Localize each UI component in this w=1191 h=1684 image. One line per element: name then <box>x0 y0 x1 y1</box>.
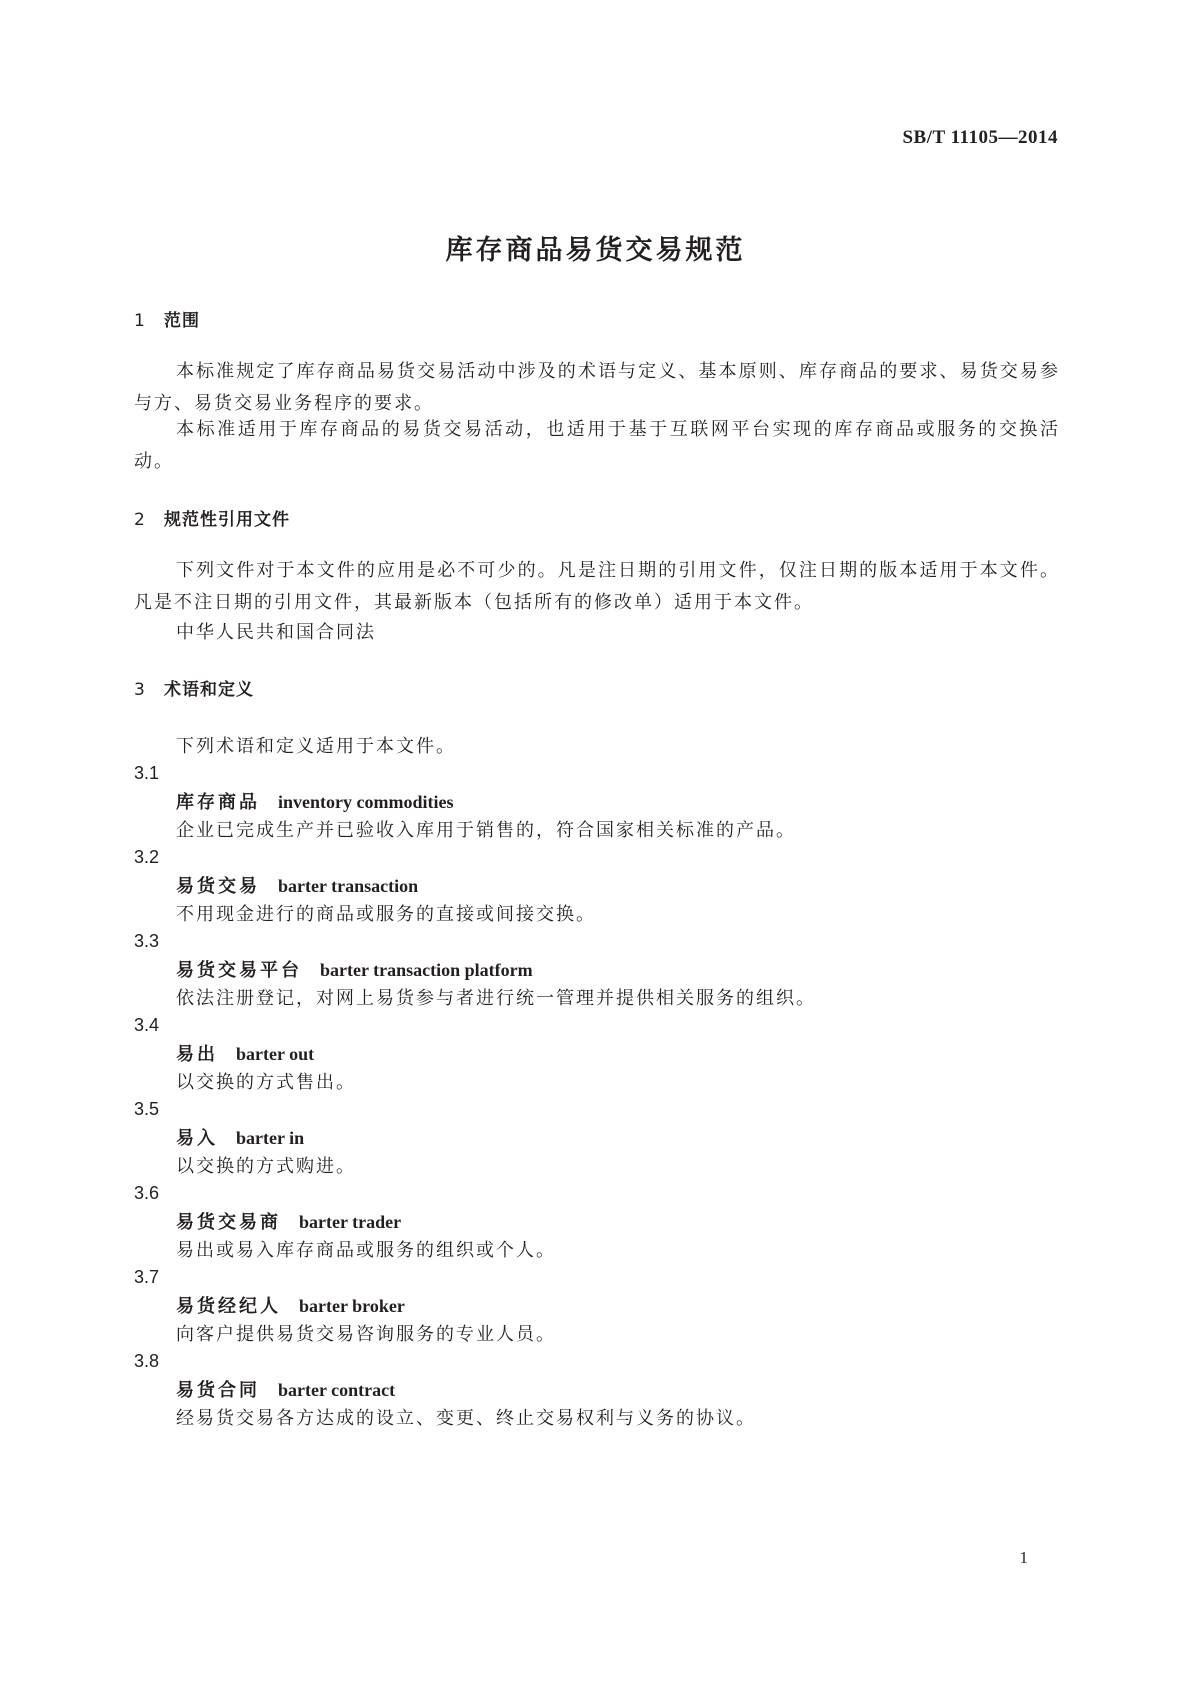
term-zh: 易货交易 <box>176 876 260 897</box>
term-zh: 易入 <box>176 1128 218 1149</box>
page-number: 1 <box>1019 1548 1028 1567</box>
term-definition: 经易货交易各方达成的设立、变更、终止交易权利与义务的协议。 <box>176 1408 756 1429</box>
normative-reference: 中华人民共和国合同法 <box>176 622 376 643</box>
term-en: barter broker <box>299 1296 405 1316</box>
term-name <box>176 1208 401 1234</box>
term-en: inventory commodities <box>278 792 454 812</box>
term-number: 3.3 <box>134 931 160 951</box>
term-definition: 企业已完成生产并已验收入库用于销售的，符合国家相关标准的产品。 <box>176 820 796 841</box>
term-number: 3.1 <box>134 763 160 783</box>
term-name <box>176 788 453 814</box>
section-title: 规范性引用文件 <box>164 510 290 530</box>
term-en: barter in <box>236 1128 305 1148</box>
term-zh: 易货交易商 <box>176 1212 281 1233</box>
document-title: 库存商品易货交易规范 <box>445 235 746 266</box>
term-en: barter transaction <box>278 876 419 896</box>
term-name <box>176 1124 304 1150</box>
term-definition: 向客户提供易货交易咨询服务的专业人员。 <box>176 1324 556 1345</box>
term-zh: 易货经纪人 <box>176 1296 281 1317</box>
term-number: 3.8 <box>134 1351 160 1371</box>
section-1-paragraph-1: 本标准规定了库存商品易货交易活动中涉及的术语与定义、基本原则、库存商品的要求、易货交易参与方、易货交易业务程序的要求。 <box>134 361 1060 414</box>
term-name <box>176 1292 405 1318</box>
section-2-paragraph-1: 下列文件对于本文件的应用是必不可少的。凡是注日期的引用文件，仅注日期的版本适用于本文件。凡是不注日期的引用文件，其最新版本（包括所有的修改单）适用于本文件。 <box>134 560 1060 613</box>
term-number: 3.6 <box>134 1183 160 1203</box>
term-number: 3.5 <box>134 1099 160 1119</box>
term-name <box>176 872 418 898</box>
section-number: 1 <box>134 311 146 331</box>
section-1-heading <box>134 306 200 331</box>
term-definition: 不用现金进行的商品或服务的直接或间接交换。 <box>176 904 596 925</box>
section-1-paragraph-2: 本标准适用于库存商品的易货交易活动，也适用于基于互联网平台实现的库存商品或服务的交换活动。 <box>134 419 1060 472</box>
section-2-heading <box>134 505 290 530</box>
term-zh: 易货合同 <box>176 1380 260 1401</box>
term-en: barter out <box>236 1044 315 1064</box>
standard-code: SB/T 11105—2014 <box>902 127 1058 148</box>
section-3-intro: 下列术语和定义适用于本文件。 <box>176 736 456 757</box>
term-zh: 易货交易平台 <box>176 960 302 981</box>
term-definition: 以交换的方式售出。 <box>176 1072 356 1093</box>
term-en: barter trader <box>299 1212 402 1232</box>
term-en: barter transaction platform <box>320 960 533 980</box>
term-definition: 易出或易入库存商品或服务的组织或个人。 <box>176 1240 556 1261</box>
term-number: 3.7 <box>134 1267 160 1287</box>
term-zh: 库存商品 <box>176 792 260 813</box>
section-title: 术语和定义 <box>164 680 254 700</box>
term-number: 3.4 <box>134 1015 160 1035</box>
section-3-heading <box>134 675 254 700</box>
term-en: barter contract <box>278 1380 396 1400</box>
term-zh: 易出 <box>176 1044 218 1065</box>
term-name <box>176 1376 395 1402</box>
term-definition: 以交换的方式购进。 <box>176 1156 356 1177</box>
section-number: 2 <box>134 510 146 530</box>
term-definition: 依法注册登记，对网上易货参与者进行统一管理并提供相关服务的组织。 <box>176 988 816 1009</box>
section-number: 3 <box>134 680 146 700</box>
term-name <box>176 1040 314 1066</box>
term-name <box>176 956 533 982</box>
term-number: 3.2 <box>134 847 160 867</box>
section-title: 范围 <box>164 311 200 331</box>
